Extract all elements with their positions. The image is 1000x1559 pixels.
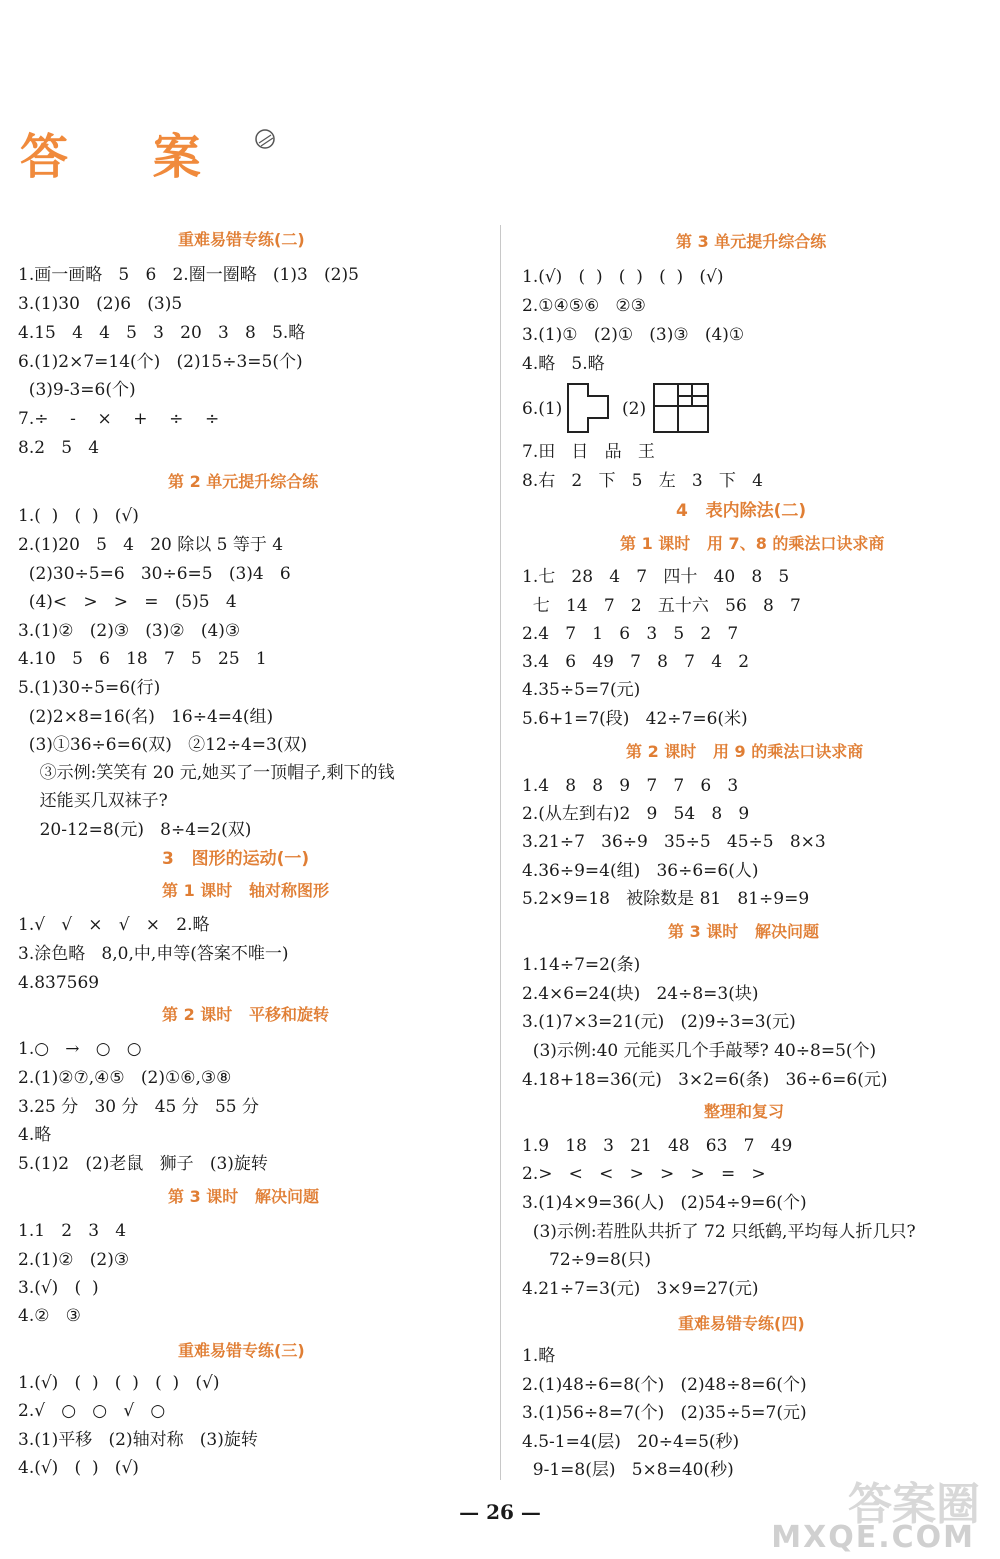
unit-heading: 4 表内除法(二) [676,501,807,521]
figure-shape-1 [566,382,610,434]
answer-line: 3.(√) ( ) [18,1278,99,1298]
answer-line: 1.略 [522,1346,556,1366]
page-title: 答 案 [20,129,235,185]
answer-line: 1.4 8 8 9 7 7 6 3 [522,776,739,796]
section-heading: 第 3 课时 解决问题 [668,922,819,941]
answer-line: 4.18+18=36(元) 3×2=6(条) 36÷6=6(元) [522,1070,888,1090]
answer-line: 1.1 2 3 4 [18,1221,127,1241]
answer-line: 2.(1)20 5 4 20 除以 5 等于 4 [18,535,284,555]
answer-line: 20-12=8(元) 8÷4=2(双) [18,820,252,840]
unit-heading: 3 图形的运动(一) [162,849,310,869]
answer-line: 3.(1)56÷8=7(个) (2)35÷5=7(元) [522,1403,807,1423]
figure-shape-2 [652,382,710,434]
answer-line: 还能买几双袜子? [18,791,168,811]
answer-line: 1.√ √ × √ × 2.略 [18,915,210,935]
answer-line: 1.9 18 3 21 48 63 7 49 [522,1136,793,1156]
answer-line: 1.七 28 4 7 四十 40 8 5 [522,567,790,587]
answer-line: (2)2×8=16(名) 16÷4=4(组) [18,707,274,727]
section-heading: 第 3 课时 解决问题 [168,1187,319,1206]
column-divider [500,225,501,1480]
answer-line: 3.(1)① (2)① (3)③ (4)① [522,325,745,345]
answer-line: 2.(从左到右)2 9 54 8 9 [522,804,750,824]
page-number: — 26 — [459,1500,541,1524]
answer-line: 9-1=8(层) 5×8=40(秒) [522,1460,734,1480]
answer-line: 4.(√) ( ) (√) [18,1458,139,1478]
answer-line: 2.(1)②⑦,④⑤ (2)①⑥,③⑧ [18,1068,232,1088]
section-heading: 第 2 课时 平移和旋转 [162,1005,329,1024]
answer-line: ③示例:笑笑有 20 元,她买了一顶帽子,剩下的钱 [18,763,395,783]
answer-line: 3.25 分 30 分 45 分 55 分 [18,1097,259,1117]
section-heading: 第 2 课时 用 9 的乘法口诀求商 [626,742,864,761]
answer-line: 4.36÷9=4(组) 36÷6=6(人) [522,861,759,881]
answer-line: (2) [622,399,647,419]
answer-line: 3.(1)4×9=36(人) (2)54÷9=6(个) [522,1193,807,1213]
answer-line: 3.涂色略 8,0,中,申等(答案不唯一) [18,944,289,964]
answer-line: 2.> < < > > > = > [522,1164,766,1184]
answer-line: 4.② ③ [18,1306,81,1326]
answer-line: 3.(1)7×3=21(元) (2)9÷3=3(元) [522,1012,796,1032]
answer-line: 5.(1)2 (2)老鼠 狮子 (3)旋转 [18,1154,268,1174]
answer-line: 8.2 5 4 [18,438,100,458]
answer-line: 1.14÷7=2(条) [522,955,641,975]
answer-line: 3.(1)② (2)③ (3)② (4)③ [18,621,241,641]
answer-line: 1.画一画略 5 6 2.圈一圈略 (1)3 (2)5 [18,265,359,285]
answer-line: 七 14 7 2 五十六 56 8 7 [522,596,801,616]
answer-line: 6.(1) [522,399,563,419]
answer-line: 4.5-1=4(层) 20÷4=5(秒) [522,1432,740,1452]
answer-line: 7.÷ - × + ÷ ÷ [18,409,220,429]
answer-line: 1.(√) ( ) ( ) ( ) (√) [18,1373,220,1393]
pen-icon [250,125,280,155]
answer-line: 4.15 4 4 5 3 20 3 8 5.略 [18,323,306,343]
answer-line: 2.√ ○ ○ √ ○ [18,1401,166,1421]
answer-line: 7.田 日 品 王 [522,442,655,462]
answer-line: 2.4 7 1 6 3 5 2 7 [522,624,739,644]
answer-line: 2.(1)② (2)③ [18,1250,130,1270]
answer-line: 2.①④⑤⑥ ②③ [522,296,646,316]
watermark-url: MXQE.COM [771,1520,975,1555]
answer-line: 1.(√) ( ) ( ) ( ) (√) [522,267,724,287]
answer-line: (2)30÷5=6 30÷6=5 (3)4 6 [18,564,291,584]
answer-line: 6.(1)2×7=14(个) (2)15÷3=5(个) [18,352,303,372]
section-heading: 重难易错专练(二) [178,230,305,249]
answer-line: 2.4×6=24(块) 24÷8=3(块) [522,984,759,1004]
answer-line: (3)9-3=6(个) [18,380,136,400]
watermark-logo: 答案圈 [848,1479,980,1530]
section-heading: 第 2 单元提升综合练 [168,472,319,491]
answer-line: 3.(1)平移 (2)轴对称 (3)旋转 [18,1430,258,1450]
answer-line: 3.4 6 49 7 8 7 4 2 [522,652,750,672]
answer-line: 4.837569 [18,973,100,993]
answer-line: 4.略 [18,1125,52,1145]
answer-line: 5.(1)30÷5=6(行) [18,678,161,698]
section-heading: 重难易错专练(四) [678,1314,805,1333]
answer-line: 3.21÷7 36÷9 35÷5 45÷5 8×3 [522,832,826,852]
answer-line: 4.35÷5=7(元) [522,680,641,700]
answer-line: 4.10 5 6 18 7 5 25 1 [18,649,267,669]
answer-line: 5.6+1=7(段) 42÷7=6(米) [522,709,748,729]
section-heading: 第 1 课时 用 7、8 的乘法口诀求商 [620,534,885,553]
answer-line: 2.(1)48÷6=8(个) (2)48÷8=6(个) [522,1375,807,1395]
section-heading: 第 1 课时 轴对称图形 [162,881,329,900]
answer-line: (3)①36÷6=6(双) ②12÷4=3(双) [18,735,308,755]
answer-line: 4.21÷7=3(元) 3×9=27(元) [522,1279,759,1299]
answer-line: 1.○ → ○ ○ [18,1039,142,1059]
answer-line: 5.2×9=18 被除数是 81 81÷9=9 [522,889,810,909]
answer-line: 1.( ) ( ) (√) [18,506,139,526]
answer-line: 4.略 5.略 [522,354,605,374]
answer-line: 3.(1)30 (2)6 (3)5 [18,294,183,314]
answer-line: 72÷9=8(只) [522,1250,652,1270]
section-heading: 重难易错专练(三) [178,1341,305,1360]
section-heading: 第 3 单元提升综合练 [676,232,827,251]
answer-line: (3)示例:若胜队共折了 72 只纸鹤,平均每人折几只? [522,1222,916,1242]
answer-line: (3)示例:40 元能买几个手敲琴? 40÷8=5(个) [522,1041,877,1061]
answer-line: (4)< > > = (5)5 4 [18,592,237,612]
answer-line: 8.右 2 下 5 左 3 下 4 [522,471,763,491]
section-heading: 整理和复习 [704,1102,785,1121]
